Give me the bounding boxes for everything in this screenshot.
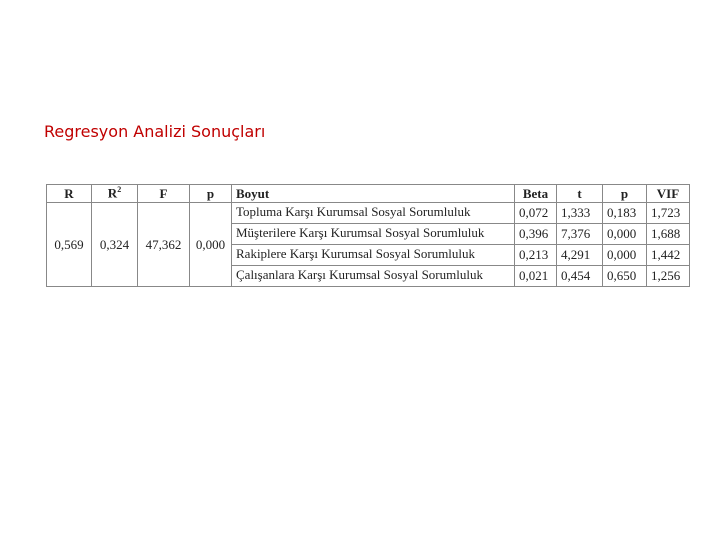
header-t: t (557, 185, 603, 203)
vif-cell: 1,256 (647, 266, 690, 287)
model-r: 0,569 (47, 203, 92, 287)
header-row (47, 185, 690, 203)
header-vif: VIF (647, 185, 690, 203)
p-cell: 0,000 (603, 224, 647, 245)
header-r: R (47, 185, 92, 203)
header-p2: p (603, 185, 647, 203)
model-f: 47,362 (138, 203, 190, 287)
boyut-cell: Müşterilere Karşı Kurumsal Sosyal Sorumluluk (232, 224, 515, 245)
t-cell: 7,376 (557, 224, 603, 245)
header-boyut: Boyut (232, 185, 515, 203)
header-r2 (92, 185, 138, 203)
boyut-cell: Çalışanlara Karşı Kurumsal Sosyal Sorumluluk (232, 266, 515, 287)
header-f: F (138, 185, 190, 203)
header-beta: Beta (515, 185, 557, 203)
vif-cell: 1,688 (647, 224, 690, 245)
vif-cell: 1,723 (647, 203, 690, 224)
boyut-cell: Rakiplere Karşı Kurumsal Sosyal Sorumluluk (232, 245, 515, 266)
header-r2-sup: 2 (117, 185, 122, 195)
beta-cell: 0,213 (515, 245, 557, 266)
regression-table (46, 184, 690, 287)
vif-cell: 1,442 (647, 245, 690, 266)
header-r2-base: R (107, 185, 118, 201)
t-cell: 0,454 (557, 266, 603, 287)
model-r2: 0,324 (92, 203, 138, 287)
beta-cell: 0,072 (515, 203, 557, 224)
p-cell: 0,650 (603, 266, 647, 287)
header-p: p (190, 185, 232, 203)
p-cell: 0,000 (603, 245, 647, 266)
t-cell: 4,291 (557, 245, 603, 266)
p-cell: 0,183 (603, 203, 647, 224)
slide-title: Regresyon Analizi Sonuçları (44, 122, 266, 141)
model-p: 0,000 (190, 203, 232, 287)
t-cell: 1,333 (557, 203, 603, 224)
beta-cell: 0,396 (515, 224, 557, 245)
beta-cell: 0,021 (515, 266, 557, 287)
boyut-cell: Topluma Karşı Kurumsal Sosyal Sorumluluk (232, 203, 515, 224)
